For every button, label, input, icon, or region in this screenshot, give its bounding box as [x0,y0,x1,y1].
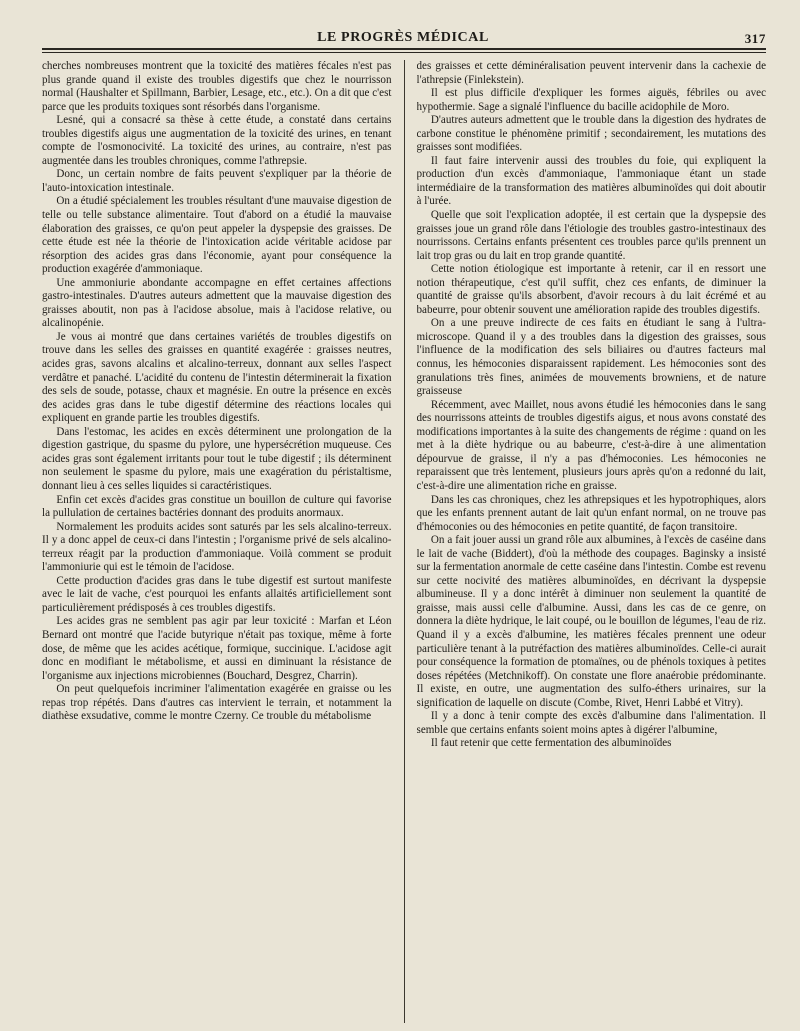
paragraph: des graisses et cette déminéralisation peuvent intervenir dans la cachexie de l'athrepsie (Finlekstein). [416,60,766,86]
paragraph: On a étudié spécialement les troubles résultant d'une mauvaise digestion de telle ou telle substance alimentaire. Tout d'abord on a étudié la mauvaise élaboration des graisses, ce qu'on peut appeler la dyspepsie des graisses. De cette étude est née la théorie de l'intoxication acide véritable acidose par résorption des acides gras dans l'économie, ayant pour conséquence la production exagérée d'ammoniaque. [42,195,392,276]
column-divider [404,60,405,1023]
journal-title: LE PROGRÈS MÉDICAL [317,30,489,45]
paragraph: Il faut retenir que cette fermentation des albuminoïdes [430,737,672,750]
paragraph: On a fait jouer aussi un grand rôle aux albumines, à l'excès de caséine dans le lait de vache (Biddert), d'où la méthode des coupages. Baginsky a insisté sur la fermentation anormale de cette caséine dans l'intestin. Combe est revenu sur cette nocivité des matières albuminoïdes, en décrivant la dyspepsie albumineuse. Il y a donc intérêt à diminuer non seulement la quantité de graisse, mais aussi celle d'albumine. Aussi, dans les cas de ce genre, on donnera la diète hydrique, le lait coupé, ou le bouillon de légumes, l'eau de riz. Quand il y a excès d'albumine, les matières fécales prennent une odeur particulière tenant à la putréfaction des matières albuminoïdes. Celle-ci aurait pour conséquence la formation de ptomaïnes, ou de phénols toxiques à petites doses répétées (Metchnikoff). On constate une flore anaérobie prédominante. Il existe, en outre, une augmentation des sulfo-éthers urinaires, sur la signification de laquelle on discute (Combe, Rivet, Henri Labbé et Vitry). [416,534,766,709]
paragraph: Il y a donc à tenir compte des excès d'albumine dans l'alimentation. Il semble que certains enfants soient moins aptes à digérer l'albumine, [416,710,766,736]
paragraph: Enfin cet excès d'acides gras constitue un bouillon de culture qui favorise la pullulation de certaines bactéries donnant des produits anormaux. [42,493,392,520]
paragraph: Normalement les produits acides sont saturés par les sels alcalino-terreux. Il y a donc appel de ceux-ci dans l'intestin ; l'organisme privé de sels alcalino-terreux réagit par la production d'ammoniaque. Voilà comment se produit l'ammoniurie qui est le témoin de l'acidose. [42,520,392,574]
paragraph: Dans l'estomac, les acides en excès déterminent une prolongation de la digestion gastrique, du spasme du pylore, une hypersécrétion muqueuse. Ces acides gras sont également irritants pour tout le tube digestif ; ils déterminent non seulement le spasme du pylore, mais une exagération du péristaltisme, donnant lieu à ces selles liquides si caractéristiques. [42,425,392,492]
right-column [417,60,767,1023]
paragraph: On peut quelquefois incriminer l'alimentation exagérée en graisse ou les repas trop répétés. Dans d'autres cas intervient le terrain, et notamment la diathèse exsudative, comme le montre Czerny. Ce trouble du métabolisme [42,683,392,723]
left-column [42,60,392,1023]
paragraph: Il est plus difficile d'expliquer les formes aiguës, fébriles ou avec hypothermie. Sage a signalé l'influence du bacille acidophile de Moro. [416,87,766,113]
paragraph: Les acides gras ne semblent pas agir par leur toxicité : Marfan et Léon Bernard ont montré que l'acide butyrique n'était pas toxique, même à forte dose, de même que les acides acétique, formique, succinique. L'acidose agit donc en modifiant le métabolisme, et aussi en diminuant la résistance de l'organisme aux injections microbiennes (Bouchard, Desgrez, Charrin). [42,615,392,682]
paragraph: Il faut faire intervenir aussi des troubles du foie, qui expliquent la production d'un excès d'ammoniaque, l'ammoniaque étant un stade intermédiaire de la transformation des matières albuminoïdes qui doit aboutir à l'urée. [416,154,766,208]
header-rule-thick [42,48,766,50]
paragraph: Dans les cas chroniques, chez les athrepsiques et les hypotrophiques, alors que les enfants prennent autant de lait qu'un enfant normal, on ne trouve pas d'hémoconies ou des hémoconies en petite quantité, de façon transitoire. [416,493,766,533]
paragraph: Lesné, qui a consacré sa thèse à cette étude, a constaté dans certains troubles digestifs aigus une augmentation de la toxicité des urines, en tenant compte de l'osmonocivité. La toxicité des urines, au contraire, n'est pas augmentée dans les troubles chroniques, comme l'athrepsie. [42,114,392,167]
paragraph: Cette production d'acides gras dans le tube digestif est surtout manifeste avec le lait de vache, c'est pourquoi les enfants allaités artificiellement sont particulièrement prédisposés à ces troubles digestifs. [42,574,392,614]
paragraph: D'autres auteurs admettent que le trouble dans la digestion des hydrates de carbone constitue le phénomène primitif ; secondairement, les mutations des graisses sont modifiées. [416,114,766,154]
paragraph: cherches nombreuses montrent que la toxicité des matières fécales n'est pas plus grande quand il existe des troubles digestifs que chez le nourrisson normal (Haushalter et Spillmann, Barbier, Lesage, etc., etc.). On a dit que c'est parce que les produits toxiques sont résorbés dans l'organisme. [42,60,392,113]
text-columns [42,60,766,1023]
paragraph: Une ammoniurie abondante accompagne en effet certaines affections gastro-intestinales. D'autres auteurs admettent que la mauvaise digestion des graisses aboutit, non pas à l'acidose absolue, mais à l'acidose relative, ou alcalinopénie. [42,276,392,330]
paragraph: Cette notion étiologique est importante à retenir, car il en ressort une notion thérapeutique, c'est qu'il suffit, chez ces enfants, de diminuer la quantité de graisse qu'ils absorbent, d'avoir recours à du lait écrémé et au babeurre, pour obtenir souvent une amélioration rapide des troubles digestifs. [416,263,766,316]
paragraph: Donc, un certain nombre de faits peuvent s'expliquer par la théorie de l'auto-intoxication intestinale. [42,168,392,194]
paragraph: Je vous ai montré que dans certaines variétés de troubles digestifs on trouve dans les selles des graisses en quantité exagérée : graisses neutres, acides gras, savons alcalins et alcalino-terreux, donnant aux selles l'aspect verdâtre et panaché. L'acidité du contenu de l'intestin déterminerait la fixation des sels de soude, potasse, chaux et magnésie. En outre la présence en excès des acides gras dans le tube digestif détermine des réactions locales qui expliquent en grande partie les troubles digestifs. [42,330,392,425]
paragraph: Récemment, avec Maillet, nous avons étudié les hémoconies dans le sang des nourrissons atteints de troubles digestifs aigus, et nous avons constaté des modifications importantes à la suite des changements de régime : quand on les met à la diète hydrique ou au babeurre, c'est-à-dire à une alimentation dépourvue de graisse, il n'y a pas d'hémoconies. Les hémoconies ne reparaissent que très lentement, plusieurs jours après qu'on a redonné du lait, c'est-à-dire une alimentation riche en graisse. [416,398,766,492]
header-rule-thin [42,52,766,53]
running-header [40,0,766,46]
paragraph: On a une preuve indirecte de ces faits en étudiant le sang à l'ultra-microscope. Quand il y a des troubles dans la digestion des graisses, sous l'influence de la modification des sels biliaires ou d'autres facteurs mal connus, les hémoconies disparaissent rapidement. Les hémoconies sont des granulations très fines, animées de mouvements browniens, et de nature graisseuse [416,317,766,398]
paragraph: Quelle que soit l'explication adoptée, il est certain que la dyspepsie des graisses joue un grand rôle dans l'étiologie des troubles gastro-intestinaux des nourrissons. Certains enfants présentent ces troubles parce qu'ils prennent un lait trop gras ou du lait en trop grande quantité. [416,209,766,262]
page-number: 317 [744,31,766,46]
